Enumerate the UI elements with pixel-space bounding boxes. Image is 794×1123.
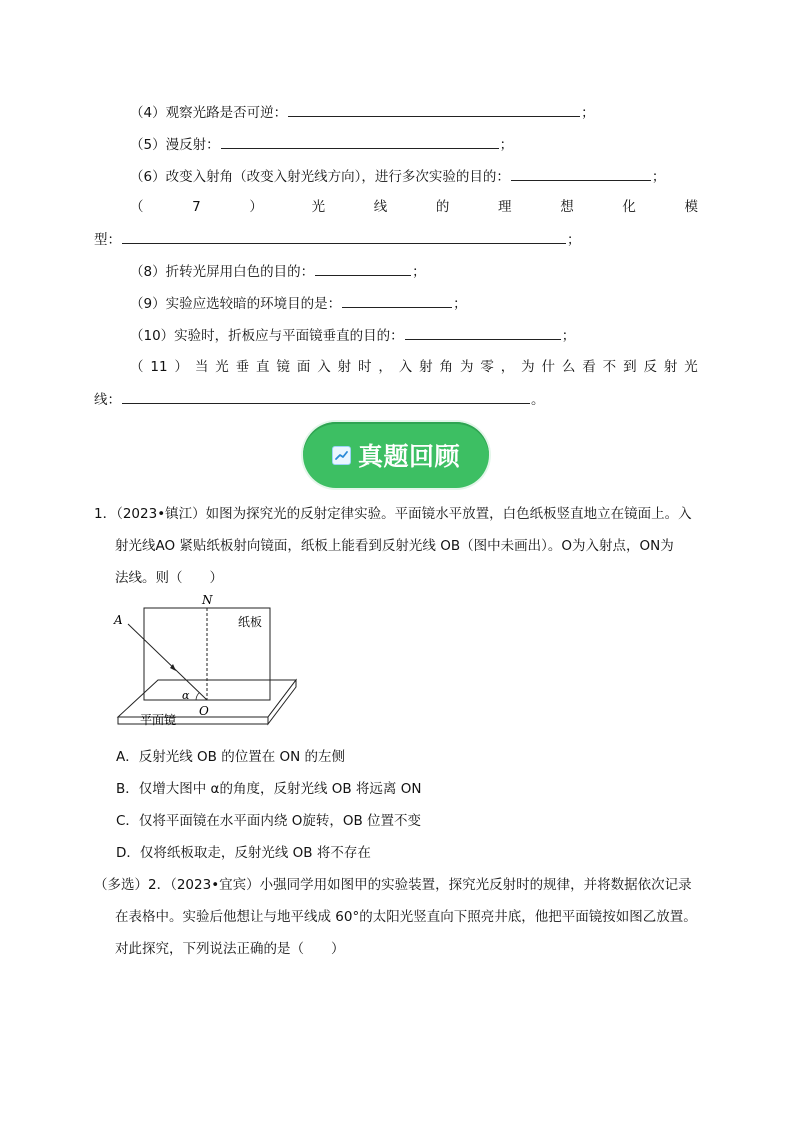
q11-token: 时 — [357, 359, 372, 375]
q11-token: 看 — [582, 359, 596, 375]
q11-token: 什 — [541, 359, 555, 375]
label-board: 纸板 — [238, 615, 263, 629]
answer-blank-4[interactable] — [288, 102, 580, 117]
label-N: N — [202, 593, 213, 607]
q2-line3: 对此探究，下列说法正确的是（ ） — [115, 941, 345, 957]
question-5-label: （5）漫反射： — [130, 137, 220, 153]
q1-line1: 1．（2023•镇江）如图为探究光的反射定律实验。平面镜水平放置，白色纸板竖直地立在镜面上。入 — [94, 506, 692, 522]
q11-token: ， — [378, 359, 392, 375]
section-title: 真题回顾 — [357, 442, 460, 471]
q11-token: ， — [500, 359, 515, 375]
question-9-label: （9）实验应选较暗的环境目的是： — [130, 296, 342, 312]
question-4-label: （4）观察光路是否可逆： — [130, 105, 288, 121]
answer-blank-9[interactable] — [342, 293, 452, 308]
q11-token: 直 — [256, 359, 270, 375]
q11-token: 垂 — [235, 359, 250, 375]
q7-token: 的 — [435, 199, 450, 215]
question-7-line2 — [94, 229, 581, 250]
punct: ； — [412, 264, 426, 280]
q11-token: 当 — [194, 359, 209, 375]
q7-token: 理 — [498, 199, 512, 215]
answer-blank-5[interactable] — [221, 134, 499, 149]
label-alpha: α — [182, 689, 190, 702]
question-10 — [130, 325, 575, 346]
q11-cont: 线： — [94, 392, 121, 408]
question-10-label: （10）实验时，折板应与平面镜垂直的目的： — [130, 328, 404, 344]
question-1-stem-3 — [115, 568, 223, 588]
q11-token: 不 — [602, 359, 617, 375]
question-9 — [130, 293, 467, 314]
question-1-stem-2 — [115, 536, 674, 556]
q11-token: 射 — [419, 359, 433, 375]
q1-line2: 射光线AO 紧贴纸板射向镜面，纸板上能看到反射光线 OB（图中未画出）。O为入射点，ON为 — [115, 538, 674, 554]
option-a-text: A．反射光线 OB 的位置在 ON 的左侧 — [116, 749, 346, 765]
q11-token: 角 — [439, 359, 454, 375]
option-a[interactable] — [116, 747, 345, 767]
q11-token: 11 — [150, 359, 168, 375]
q11-token: 射 — [337, 359, 352, 375]
punct: ； — [453, 296, 467, 312]
question-6-label: （6）改变入射角（改变入射光线方向），进行多次实验的目的： — [130, 169, 510, 185]
question-2-line2 — [115, 907, 697, 927]
q7-token: 化 — [622, 199, 636, 215]
label-O: O — [199, 704, 209, 718]
option-d-text: D．仅将纸板取走，反射光线 OB 将不存在 — [116, 845, 371, 861]
option-b-text: B．仅增大图中 α的角度，反射光线 OB 将远离 ON — [116, 781, 422, 797]
q2-line1: （多选）2．（2023•宜宾）小强同学用如图甲的实验装置，探究光反射时的规律，并将数据依次记录 — [94, 877, 692, 893]
punct: ； — [581, 105, 595, 121]
option-b[interactable] — [116, 779, 421, 799]
punct: ； — [567, 232, 581, 248]
question-11-line2 — [94, 389, 545, 410]
label-A: A — [114, 613, 123, 627]
question-8-label: （8）折转光屏用白色的目的： — [130, 264, 315, 280]
q11-token: 为 — [521, 359, 535, 375]
section-badge — [303, 422, 489, 488]
answer-blank-6[interactable] — [511, 166, 651, 181]
punct: ； — [499, 137, 514, 153]
q11-token: 光 — [684, 359, 698, 375]
q7-token: 模 — [684, 199, 698, 215]
question-2-line1 — [94, 875, 692, 895]
q11-token: 入 — [317, 359, 331, 375]
punct: ； — [561, 328, 576, 344]
q11-token: 到 — [623, 359, 637, 375]
question-4 — [130, 102, 595, 123]
q7-token: 光 — [311, 199, 326, 215]
q11-token: （ — [130, 359, 144, 375]
q11-token: 射 — [663, 359, 678, 375]
answer-blank-10[interactable] — [405, 325, 561, 340]
option-c[interactable] — [116, 811, 421, 831]
q11-token: 零 — [480, 359, 494, 375]
question-7-line1 — [130, 197, 698, 217]
q7-token: （ — [130, 199, 144, 215]
q7-cont: 型： — [94, 232, 121, 248]
question-11-line1 — [130, 357, 698, 377]
q7-token: ） — [249, 199, 263, 215]
q11-token: 面 — [296, 359, 311, 375]
question-5 — [130, 134, 513, 155]
punct: 。 — [531, 392, 545, 408]
label-mirror: 平面镜 — [140, 713, 177, 727]
option-c-text: C．仅将平面镜在水平面内绕 O旋转，OB 位置不变 — [116, 813, 422, 829]
q11-token: 么 — [561, 359, 576, 375]
answer-blank-7[interactable] — [122, 229, 566, 244]
option-d[interactable] — [116, 843, 371, 863]
question-6 — [130, 166, 665, 187]
answer-blank-8[interactable] — [315, 261, 411, 276]
q11-token: ） — [174, 359, 188, 375]
question-2-line3 — [115, 939, 345, 959]
q11-token: 镜 — [276, 359, 290, 375]
reflection-experiment-figure — [108, 592, 308, 732]
q7-token: 7 — [192, 199, 201, 215]
punct: ； — [651, 169, 666, 185]
question-1-stem — [94, 504, 692, 524]
q7-token: 想 — [560, 199, 574, 215]
q1-line3: 法线。则（ ） — [115, 570, 223, 586]
q11-token: 光 — [215, 359, 229, 375]
q7-token: 线 — [373, 199, 388, 215]
q11-token: 为 — [459, 359, 474, 375]
q11-token: 入 — [398, 359, 413, 375]
answer-blank-11[interactable] — [122, 389, 530, 404]
q11-token: 反 — [643, 359, 657, 375]
chart-trend-icon — [332, 446, 351, 465]
question-8 — [130, 261, 426, 282]
q2-line2: 在表格中。实验后他想让与地平线成 60°的太阳光竖直向下照亮井底，他把平面镜按如图乙放置。 — [115, 909, 697, 925]
